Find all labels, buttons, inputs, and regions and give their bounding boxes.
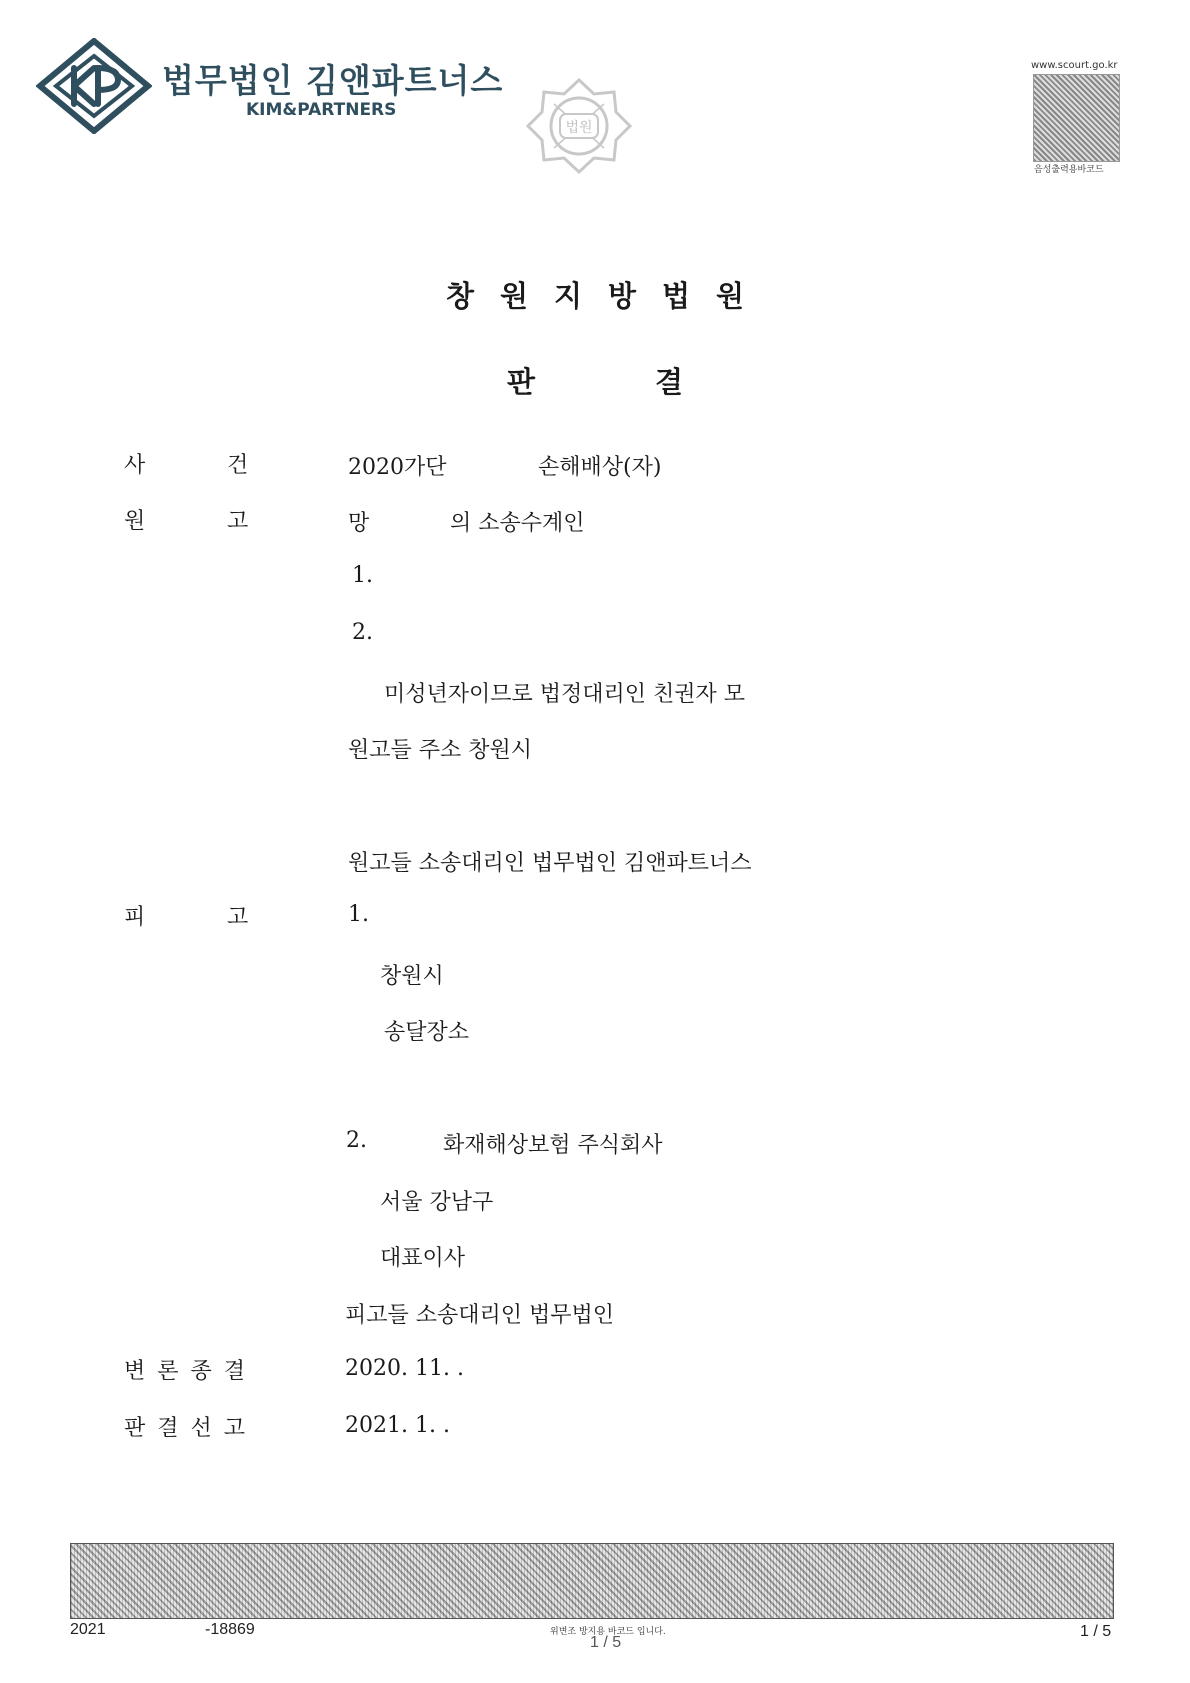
defendant-item-2-address: 서울 강남구 xyxy=(380,1190,494,1215)
plaintiff-deceased: 망 xyxy=(348,511,370,536)
qr-caption: 음성출력용바코드 xyxy=(1034,165,1104,175)
plaintiff-successor-note: 의 소송수계인 xyxy=(450,511,585,536)
defendant-item-1: 1. xyxy=(348,902,369,927)
footer-year: 2021 xyxy=(70,1621,106,1638)
firm-name-english: KIM&PARTNERS xyxy=(246,100,397,120)
closing-label: 변론종결 xyxy=(124,1359,258,1384)
qr-url: www.scourt.go.kr xyxy=(1031,60,1118,71)
firm-name-korean: 법무법인 김앤파트너스 xyxy=(162,61,504,100)
court-name: 창원지방법원 xyxy=(445,279,771,313)
firm-logo-icon xyxy=(36,38,152,134)
defendant-counsel: 피고들 소송대리인 법무법인 xyxy=(345,1303,615,1328)
judgment-label: 판결선고 xyxy=(124,1416,258,1441)
defendant-item-1-service: 송달장소 xyxy=(384,1020,470,1045)
court-seal-icon xyxy=(524,74,634,178)
footer-page-number: 1 / 5 xyxy=(1080,1623,1112,1640)
case-number: 2020가단 xyxy=(348,455,447,480)
case-subject: 손해배상(자) xyxy=(538,455,662,480)
footer-case-number: -18869 xyxy=(205,1621,255,1638)
document-title-part2: 결 xyxy=(655,365,684,399)
footer-barcode-note: 위변조 방지용 바코드 입니다. xyxy=(550,1627,666,1637)
defendant-item-2-name: 화재해상보험 주식회사 xyxy=(443,1133,663,1158)
plaintiff-item-2: 2. xyxy=(352,620,373,645)
footer-center-page: 1 / 5 xyxy=(590,1634,622,1651)
plaintiff-minor-note: 미성년자이므로 법정대리인 친권자 모 xyxy=(384,682,746,707)
plaintiff-address: 원고들 주소 창원시 xyxy=(348,738,533,763)
judgment-date: 2021. 1. . xyxy=(345,1413,450,1438)
document-title xyxy=(0,360,1190,401)
defendant-item-2-representative: 대표이사 xyxy=(380,1246,466,1271)
defendant-item-2-number: 2. xyxy=(346,1128,367,1153)
seal-text: 법원 xyxy=(565,120,593,136)
plaintiff-counsel: 원고들 소송대리인 법무법인 김앤파트너스 xyxy=(348,851,752,876)
closing-date: 2020. 11. . xyxy=(345,1356,464,1381)
defendant-item-1-address: 창원시 xyxy=(380,964,444,989)
qr-code-icon xyxy=(1033,74,1120,162)
document-title-part1: 판 xyxy=(506,365,535,399)
anti-forgery-barcode-icon xyxy=(70,1543,1114,1619)
plaintiff-item-1: 1. xyxy=(352,563,373,588)
